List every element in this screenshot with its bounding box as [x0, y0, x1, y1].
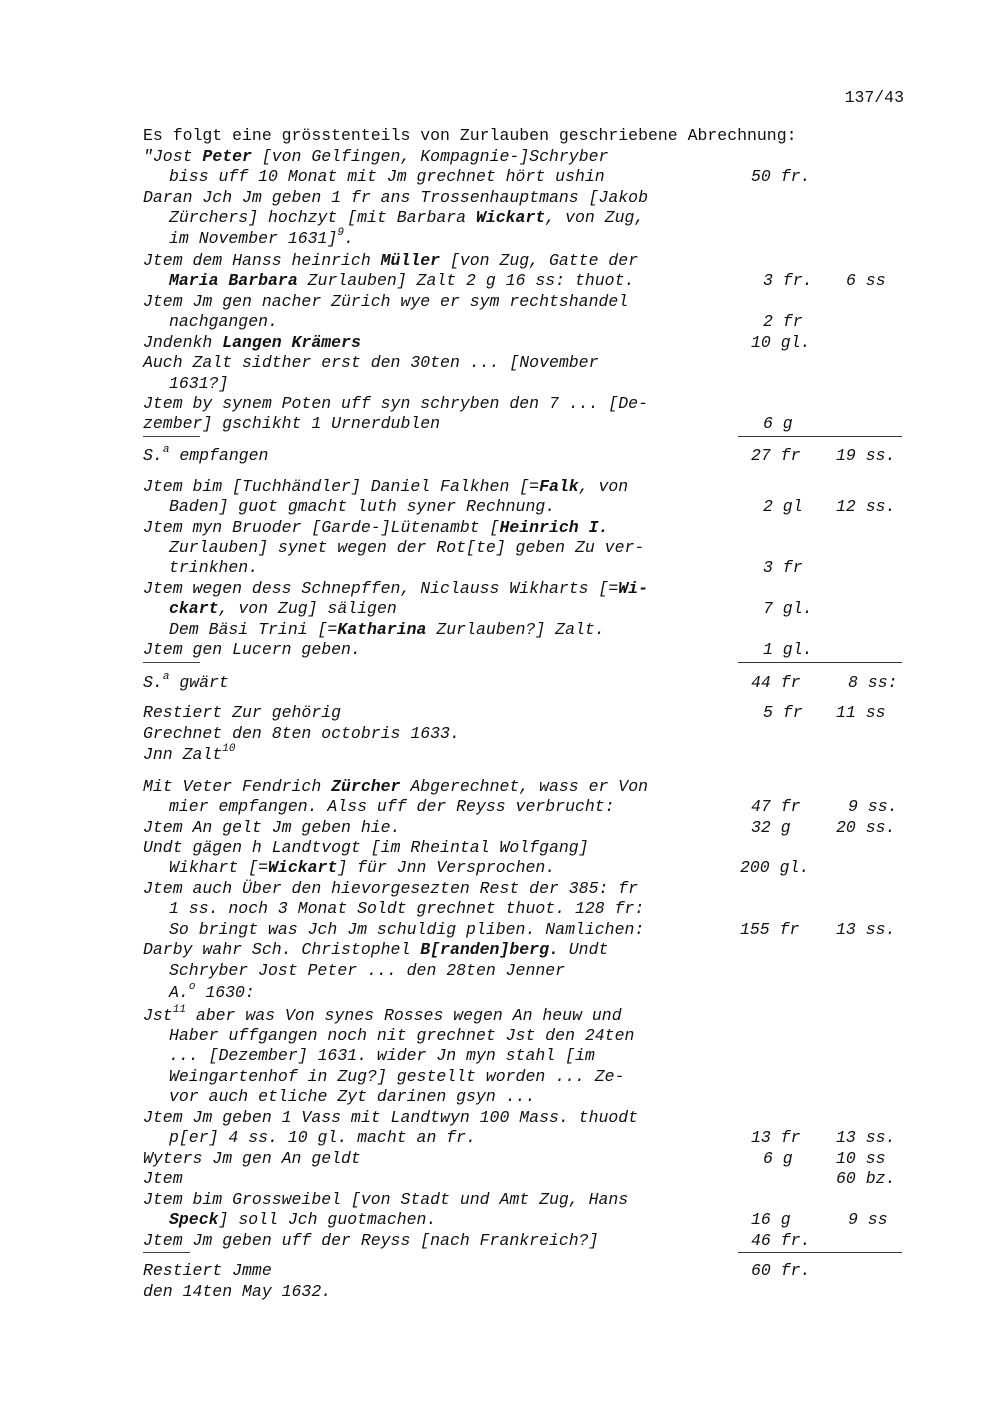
line-text: Haber uffgangen noch nit grechnet Jst den 24ten	[169, 1026, 635, 1045]
text-line	[0, 724, 1000, 744]
text-line	[0, 333, 1000, 353]
margin-rule	[143, 436, 200, 437]
sum-rule	[738, 662, 902, 663]
text-line	[0, 1282, 1000, 1302]
line-text: Grechnet den 8ten octobris 1633.	[143, 724, 460, 743]
text-line	[0, 620, 1000, 640]
text-line	[0, 1128, 1000, 1148]
line-text: Wyters Jm gen An geldt	[143, 1149, 361, 1168]
page-number: 137/43	[844, 88, 904, 107]
text-line	[0, 940, 1000, 960]
text-line	[0, 640, 1000, 660]
amount-primary: 6 g	[763, 1149, 793, 1168]
amount-primary: 1 gl.	[763, 640, 813, 659]
text-line	[0, 167, 1000, 187]
sum-rule	[738, 436, 902, 437]
amount-secondary: 9 ss.	[848, 797, 898, 816]
line-text: Zurlauben] synet wegen der Rot[te] geben Zu ver-	[169, 538, 645, 557]
amount-secondary: 9 ss	[848, 1210, 888, 1229]
text-line	[0, 1026, 1000, 1046]
text-line	[0, 188, 1000, 208]
line-text: Maria Barbara Zurlauben] Zalt 2 g 16 ss: thuot.	[169, 271, 635, 290]
text-line	[0, 251, 1000, 271]
line-text: p[er] 4 ss. 10 gl. macht an fr.	[169, 1128, 476, 1147]
text-line	[0, 271, 1000, 291]
text-line	[0, 818, 1000, 838]
line-text: Jtem bim [Tuchhändler] Daniel Falkhen [=Falk, von	[143, 477, 629, 496]
line-text: Jtem auch Über den hievorgesezten Rest der 385: fr	[143, 879, 639, 898]
text-line	[0, 477, 1000, 497]
line-text: S.$^a$ gwärt	[143, 670, 229, 692]
amount-secondary: 20 ss.	[836, 818, 896, 837]
line-text: Restiert Jmme	[143, 1261, 272, 1280]
text-line	[0, 558, 1000, 578]
text-line	[0, 858, 1000, 878]
amount-secondary: 10 ss	[836, 1149, 886, 1168]
text-line	[0, 374, 1000, 394]
text-line	[0, 1108, 1000, 1128]
amount-secondary: 13 ss.	[836, 1128, 896, 1147]
line-text: S.$^a$ empfangen	[143, 443, 269, 465]
line-text: im November 1631]$^9$.	[169, 226, 354, 248]
line-text: Jst$^{11}$ aber was Von synes Rosses wegen An heuw und	[143, 1003, 622, 1025]
amount-secondary: 19 ss.	[836, 446, 896, 465]
line-text: Jtem wegen dess Schnepffen, Niclauss Wikharts [=Wi-	[143, 579, 648, 598]
text-line	[0, 1003, 1000, 1026]
amount-primary: 2 gl	[763, 497, 803, 516]
text-line	[0, 226, 1000, 249]
text-line	[0, 838, 1000, 858]
line-text: Jtem gen Lucern geben.	[143, 640, 361, 659]
text-line	[0, 879, 1000, 899]
text-line	[0, 518, 1000, 538]
sum-rule	[738, 1252, 902, 1253]
margin-rule	[143, 662, 200, 663]
amount-secondary: 11 ss	[836, 703, 886, 722]
line-text: Restiert Zur gehörig	[143, 703, 342, 722]
line-text: Es folgt eine grösstenteils von Zurlauben geschriebene Abrechnung:	[143, 126, 797, 145]
line-text: Jtem by synem Poten uff syn schryben den 7 ... [De-	[143, 394, 648, 413]
text-line	[0, 920, 1000, 940]
amount-primary: 13 fr	[751, 1128, 801, 1147]
text-line	[0, 1169, 1000, 1189]
text-line	[0, 961, 1000, 981]
line-text: "Jost Peter [von Gelfingen, Kompagnie-]Schryber	[143, 147, 609, 166]
amount-primary: 200 gl.	[740, 858, 810, 877]
text-line	[0, 980, 1000, 1003]
line-text: A.$^o$ 1630:	[169, 980, 255, 1002]
line-text: Mit Veter Fendrich Zürcher Abgerechnet, wass er Von	[143, 777, 648, 796]
amount-secondary: 60 bz.	[836, 1169, 896, 1188]
line-text: Jtem	[143, 1169, 183, 1188]
text-line	[0, 394, 1000, 414]
text-line	[0, 670, 1000, 693]
amount-primary: 16 g	[751, 1210, 791, 1229]
text-line	[0, 126, 1000, 146]
text-line	[0, 443, 1000, 466]
text-line	[0, 538, 1000, 558]
text-line	[0, 899, 1000, 919]
amount-primary: 60 fr.	[751, 1261, 811, 1280]
amount-primary: 10 gl.	[751, 333, 811, 352]
text-line	[0, 414, 1000, 434]
text-line	[0, 1190, 1000, 1210]
text-line	[0, 1231, 1000, 1251]
line-text: 1 ss. noch 3 Monat Soldt grechnet thuot. 128 fr:	[169, 899, 645, 918]
line-text: Jtem Jm gen nacher Zürich wye er sym rechtshandel	[143, 292, 629, 311]
amount-secondary: 12 ss.	[836, 497, 896, 516]
line-text: zember] gschikht 1 Urnerdublen	[143, 414, 441, 433]
text-line	[0, 703, 1000, 723]
line-text: Baden] guot gmacht luth syner Rechnung.	[169, 497, 556, 516]
amount-primary: 155 fr	[740, 920, 800, 939]
line-text: Dem Bäsi Trini [=Katharina Zurlauben?] Zalt.	[169, 620, 605, 639]
text-line	[0, 1046, 1000, 1066]
amount-primary: 3 fr	[763, 558, 803, 577]
line-text: Jnn Zalt$^{10}$	[143, 742, 236, 764]
amount-secondary: 13 ss.	[836, 920, 896, 939]
amount-primary: 46 fr.	[751, 1231, 811, 1250]
line-text: nachgangen.	[169, 312, 278, 331]
line-text: Jtem Jm geben uff der Reyss [nach Frankreich?]	[143, 1231, 599, 1250]
line-text: trinkhen.	[169, 558, 259, 577]
text-line	[0, 208, 1000, 228]
amount-primary: 50 fr.	[751, 167, 811, 186]
text-line	[0, 312, 1000, 332]
line-text: Weingartenhof in Zug?] gestellt worden ... Ze-	[169, 1067, 625, 1086]
text-line	[0, 497, 1000, 517]
line-text: Speck] soll Jch guotmachen.	[169, 1210, 437, 1229]
line-text: Wikhart [=Wickart] für Jnn Versprochen.	[169, 858, 556, 877]
text-line	[0, 147, 1000, 167]
line-text: Jtem Jm geben 1 Vass mit Landtwyn 100 Mass. thuodt	[143, 1108, 639, 1127]
text-line	[0, 599, 1000, 619]
text-line	[0, 1210, 1000, 1230]
line-text: den 14ten May 1632.	[143, 1282, 332, 1301]
amount-primary: 27 fr	[751, 446, 801, 465]
line-text: Darby wahr Sch. Christophel B[randen]berg. Undt	[143, 940, 609, 959]
line-text: ... [Dezember] 1631. wider Jn myn stahl [im	[169, 1046, 595, 1065]
amount-primary: 44 fr	[751, 673, 801, 692]
line-text: mier empfangen. Alss uff der Reyss verbrucht:	[169, 797, 615, 816]
text-line	[0, 797, 1000, 817]
text-line	[0, 1149, 1000, 1169]
amount-primary: 32 g	[751, 818, 791, 837]
text-line	[0, 742, 1000, 765]
line-text: Zürchers] hochzyt [mit Barbara Wickart, von Zug,	[169, 208, 645, 227]
text-line	[0, 1261, 1000, 1281]
amount-primary: 47 fr	[751, 797, 801, 816]
amount-secondary: 8 ss:	[848, 673, 898, 692]
line-text: 1631?]	[169, 374, 229, 393]
line-text: Auch Zalt sidther erst den 30ten ... [November	[143, 353, 599, 372]
line-text: Jndenkh Langen Krämers	[143, 333, 361, 352]
line-text: vor auch etliche Zyt darinen gsyn ...	[169, 1087, 536, 1106]
line-text: So bringt was Jch Jm schuldig pliben. Namlichen:	[169, 920, 645, 939]
amount-primary: 7 gl.	[763, 599, 813, 618]
line-text: Jtem An gelt Jm geben hie.	[143, 818, 401, 837]
margin-rule	[143, 1252, 190, 1253]
line-text: Schryber Jost Peter ... den 28ten Jenner	[169, 961, 566, 980]
amount-primary: 6 g	[763, 414, 793, 433]
amount-primary: 2 fr	[763, 312, 803, 331]
amount-primary: 5 fr	[763, 703, 803, 722]
text-line	[0, 1087, 1000, 1107]
line-text: Jtem dem Hanss heinrich Müller [von Zug, Gatte der	[143, 251, 639, 270]
line-text: ckart, von Zug] säligen	[169, 599, 397, 618]
text-line	[0, 1067, 1000, 1087]
amount-primary: 3 fr.	[763, 271, 813, 290]
amount-secondary: 6 ss	[846, 271, 886, 290]
line-text: Jtem myn Bruoder [Garde-]Lütenambt [Heinrich I.	[143, 518, 609, 537]
text-line	[0, 777, 1000, 797]
text-line	[0, 579, 1000, 599]
line-text: Daran Jch Jm geben 1 fr ans Trossenhauptmans [Jakob	[143, 188, 648, 207]
text-line	[0, 292, 1000, 312]
text-line	[0, 353, 1000, 373]
line-text: Undt gägen h Landtvogt [im Rheintal Wolfgang]	[143, 838, 589, 857]
line-text: biss uff 10 Monat mit Jm grechnet hört ushin	[169, 167, 605, 186]
line-text: Jtem bim Grossweibel [von Stadt und Amt Zug, Hans	[143, 1190, 629, 1209]
